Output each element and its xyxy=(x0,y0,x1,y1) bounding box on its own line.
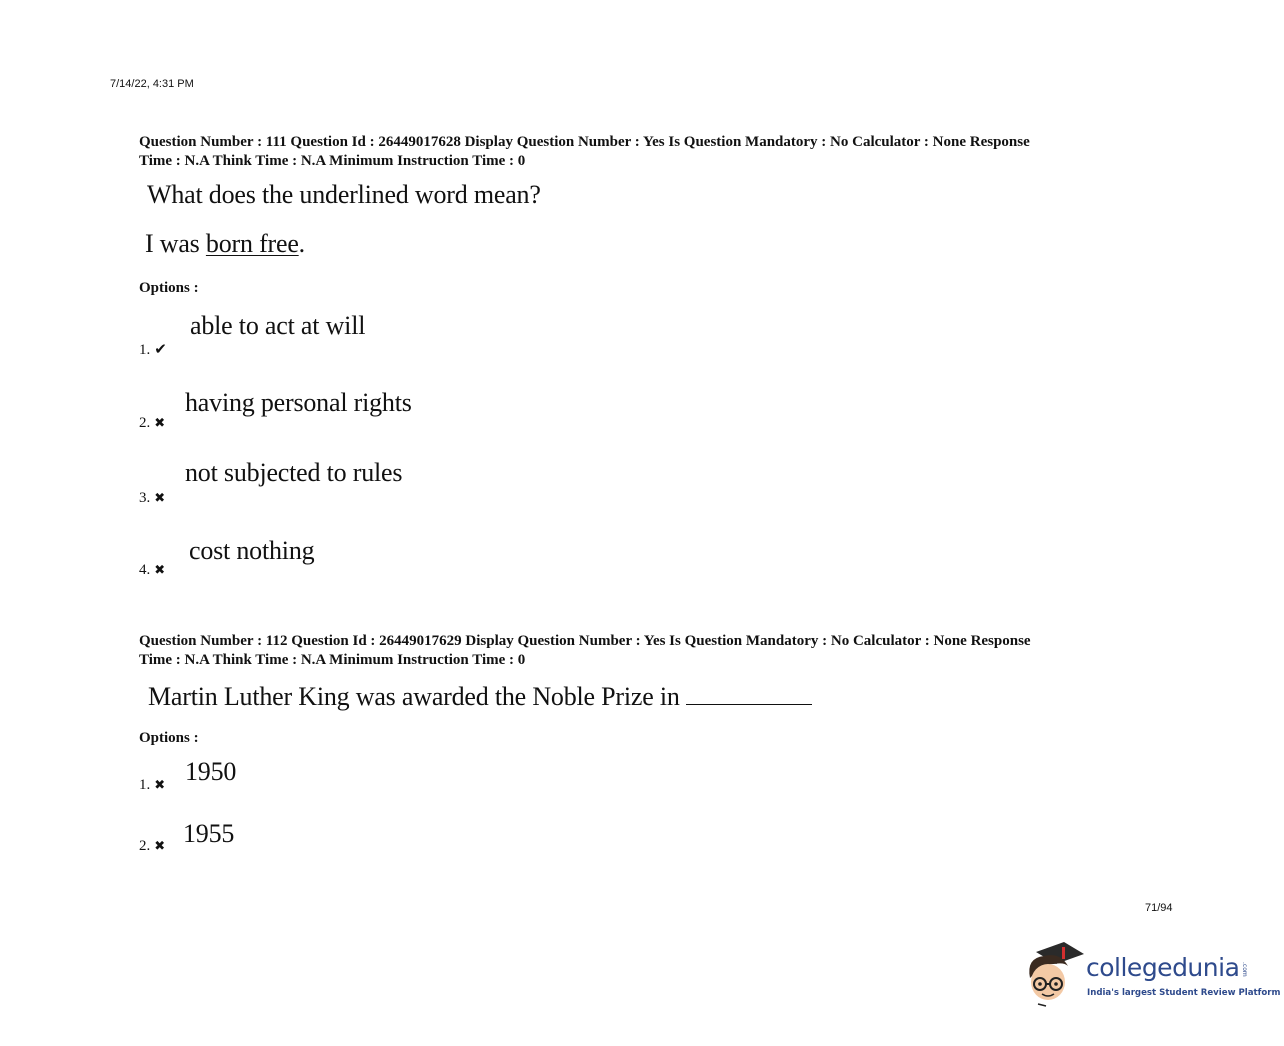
option-1-marker xyxy=(139,340,167,359)
mascot-logo-icon xyxy=(1024,938,1088,1010)
question-sentence: Martin Luther King was awarded the Noble Prize in xyxy=(148,682,680,711)
option-2-marker xyxy=(139,414,165,432)
option-number: 2. xyxy=(139,838,151,854)
option-number: 4. xyxy=(139,562,151,578)
wrong-cross-icon: ✖ xyxy=(154,839,166,854)
logo-wordmark: collegedunia xyxy=(1086,953,1240,982)
question-meta-line-1: Question Number : 111 Question Id : 26449017628 Display Question Number : Yes Is Question Mandatory : No Calculator : None Response xyxy=(139,134,1030,150)
option-3-marker xyxy=(139,489,165,507)
correct-check-icon: ✔ xyxy=(154,340,167,358)
option-2-text: having personal rights xyxy=(185,388,412,417)
option-2-text: 1955 xyxy=(183,819,235,848)
question-meta-line-1: Question Number : 112 Question Id : 26449017629 Display Question Number : Yes Is Question Mandatory : No Calculator : None Response xyxy=(139,633,1031,649)
logo-tagline: India's largest Student Review Platform xyxy=(1087,988,1281,998)
option-4-marker xyxy=(139,561,165,579)
wrong-cross-icon: ✖ xyxy=(154,416,166,431)
option-3-text: not subjected to rules xyxy=(185,458,403,487)
option-number: 3. xyxy=(139,490,151,506)
question-111-sentence xyxy=(145,229,305,259)
underlined-word: born free xyxy=(205,229,299,258)
option-number: 1. xyxy=(139,342,151,358)
wrong-cross-icon: ✖ xyxy=(154,491,166,506)
option-2-marker xyxy=(139,837,165,855)
sentence-suffix: . xyxy=(298,229,305,258)
options-label: Options : xyxy=(139,280,199,296)
fill-in-blank xyxy=(686,686,812,705)
question-111-meta xyxy=(139,133,1159,171)
option-1-text: able to act at will xyxy=(190,311,366,340)
option-1-text: 1950 xyxy=(185,757,237,786)
print-timestamp: 7/14/22, 4:31 PM xyxy=(110,78,194,90)
option-number: 2. xyxy=(139,415,151,431)
option-4-text: cost nothing xyxy=(189,536,315,565)
question-112-meta xyxy=(139,632,1159,670)
question-112-text xyxy=(148,682,812,712)
wrong-cross-icon: ✖ xyxy=(154,778,166,793)
wrong-cross-icon: ✖ xyxy=(154,563,166,578)
question-111-text: What does the underlined word mean? xyxy=(147,180,541,209)
logo-domain-suffix: .com xyxy=(1241,962,1248,977)
sentence-prefix: I was xyxy=(145,229,206,258)
question-meta-line-2: Time : N.A Think Time : N.A Minimum Instruction Time : 0 xyxy=(139,652,526,668)
option-1-marker xyxy=(139,776,165,794)
question-meta-line-2: Time : N.A Think Time : N.A Minimum Instruction Time : 0 xyxy=(139,153,526,169)
page-number: 71/94 xyxy=(1145,902,1173,914)
options-label: Options : xyxy=(139,730,199,746)
option-number: 1. xyxy=(139,777,151,793)
